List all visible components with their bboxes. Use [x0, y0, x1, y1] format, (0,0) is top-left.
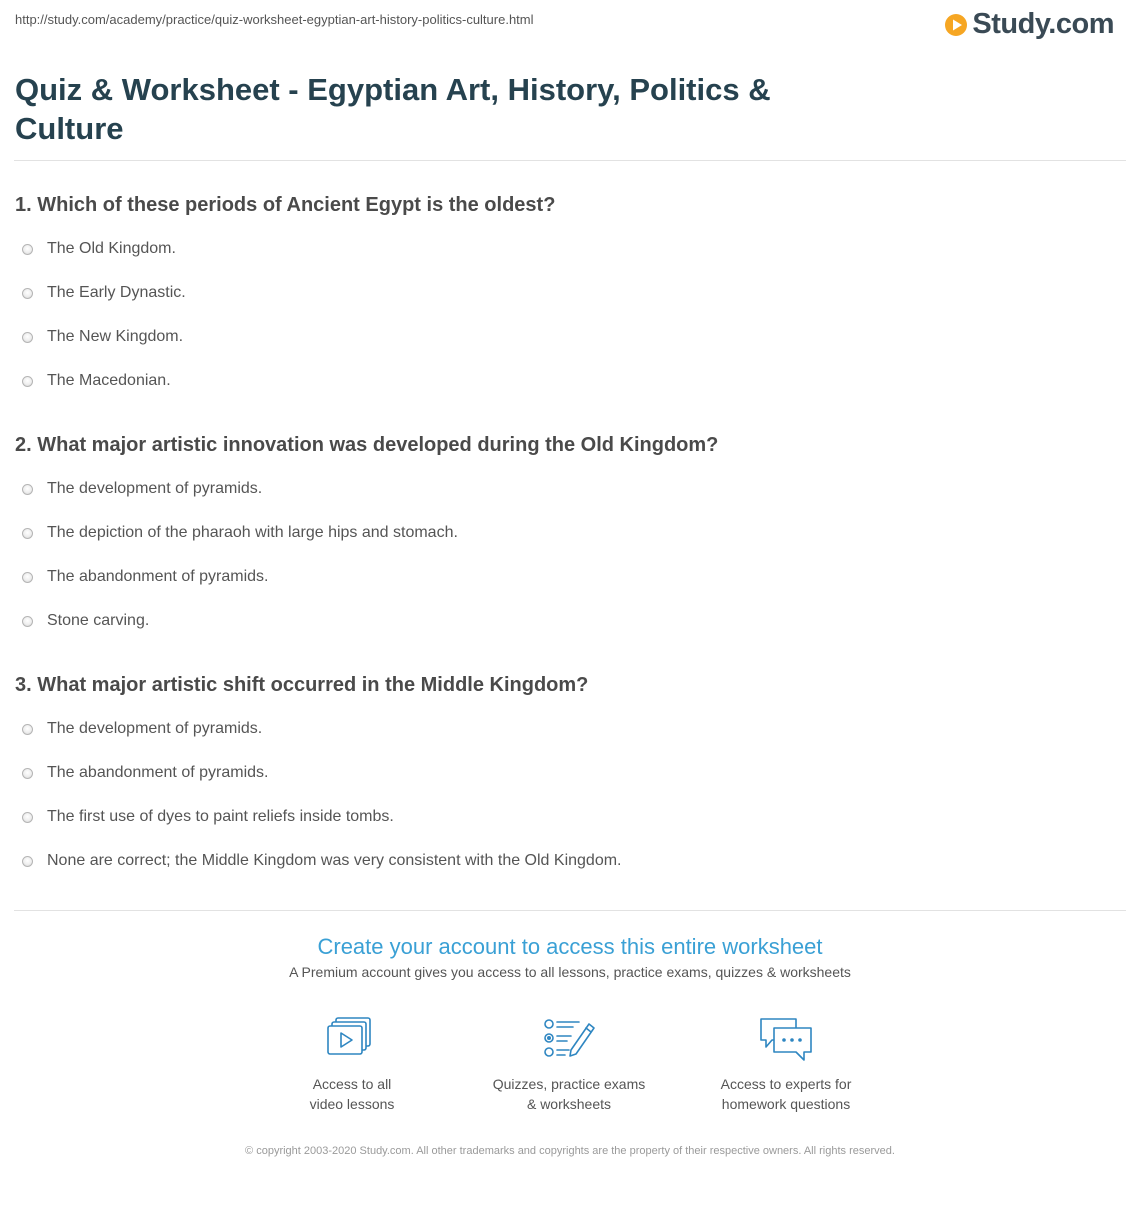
answer-option[interactable] [22, 326, 183, 348]
answer-option[interactable] [22, 762, 268, 784]
video-lessons-icon [324, 1016, 380, 1064]
quiz-checklist-icon [541, 1016, 597, 1064]
logo-text: Study.com [972, 8, 1114, 40]
copyright-notice: © copyright 2003-2020 Study.com. All other trademarks and copyrights are the property of their respective owners. All rights reserved. [245, 1145, 895, 1157]
study-logo[interactable] [944, 8, 1114, 41]
question-3: 3. What major artistic shift occurred in the Middle Kingdom? [15, 674, 589, 696]
feature-label-line: & worksheets [526, 1096, 612, 1112]
radio-button[interactable] [22, 768, 33, 779]
option-label: The depiction of the pharaoh with large hips and stomach. [47, 524, 458, 541]
radio-button[interactable] [22, 812, 33, 823]
option-label: The abandonment of pyramids. [47, 764, 269, 781]
answer-option[interactable] [22, 522, 458, 544]
radio-button[interactable] [22, 332, 33, 343]
section-divider [14, 910, 1126, 911]
feature-video-lessons [252, 1016, 452, 1114]
page-title: Quiz & Worksheet - Egyptian Art, History, Politics & Culture [15, 72, 771, 146]
answer-option[interactable] [22, 370, 171, 392]
feature-experts [686, 1016, 886, 1114]
feature-quizzes [469, 1016, 669, 1114]
answer-option[interactable] [22, 718, 262, 740]
create-account-link[interactable]: Create your account to access this entire worksheet [317, 934, 823, 959]
question-2: 2. What major artistic innovation was developed during the Old Kingdom? [15, 434, 719, 456]
option-label: The development of pyramids. [47, 480, 263, 497]
radio-button[interactable] [22, 484, 33, 495]
answer-option[interactable] [22, 566, 268, 588]
cta-subtitle: A Premium account gives you access to all lessons, practice exams, quizzes & worksheets [289, 964, 851, 980]
option-label: The Old Kingdom. [47, 240, 176, 257]
feature-label-line: Access to all [312, 1076, 392, 1092]
answer-option[interactable] [22, 238, 176, 260]
title-divider [14, 160, 1126, 161]
answer-option[interactable] [22, 610, 149, 632]
option-label: The first use of dyes to paint reliefs inside tombs. [47, 808, 394, 825]
feature-label-line: homework questions [721, 1096, 851, 1112]
radio-button[interactable] [22, 244, 33, 255]
answer-option[interactable] [22, 282, 186, 304]
play-circle-icon [944, 13, 968, 37]
radio-button[interactable] [22, 376, 33, 387]
radio-button[interactable] [22, 856, 33, 867]
radio-button[interactable] [22, 288, 33, 299]
option-label: The development of pyramids. [47, 720, 263, 737]
feature-label-line: Access to experts for [720, 1076, 852, 1092]
feature-label-line: video lessons [309, 1096, 395, 1112]
option-label: None are correct; the Middle Kingdom was very consistent with the Old Kingdom. [47, 852, 622, 869]
option-label: The abandonment of pyramids. [47, 568, 269, 585]
option-label: The Macedonian. [47, 372, 171, 389]
radio-button[interactable] [22, 528, 33, 539]
question-1: 1. Which of these periods of Ancient Egypt is the oldest? [15, 194, 556, 216]
answer-option[interactable] [22, 806, 394, 828]
radio-button[interactable] [22, 616, 33, 627]
feature-label-line: Quizzes, practice exams [492, 1076, 646, 1092]
page-url: http://study.com/academy/practice/quiz-worksheet-egyptian-art-history-politics-culture.html [15, 12, 534, 27]
answer-option[interactable] [22, 850, 622, 872]
option-label: Stone carving. [47, 612, 150, 629]
option-label: The Early Dynastic. [47, 284, 186, 301]
radio-button[interactable] [22, 724, 33, 735]
answer-option[interactable] [22, 478, 262, 500]
option-label: The New Kingdom. [47, 328, 184, 345]
chat-experts-icon [758, 1016, 814, 1064]
radio-button[interactable] [22, 572, 33, 583]
